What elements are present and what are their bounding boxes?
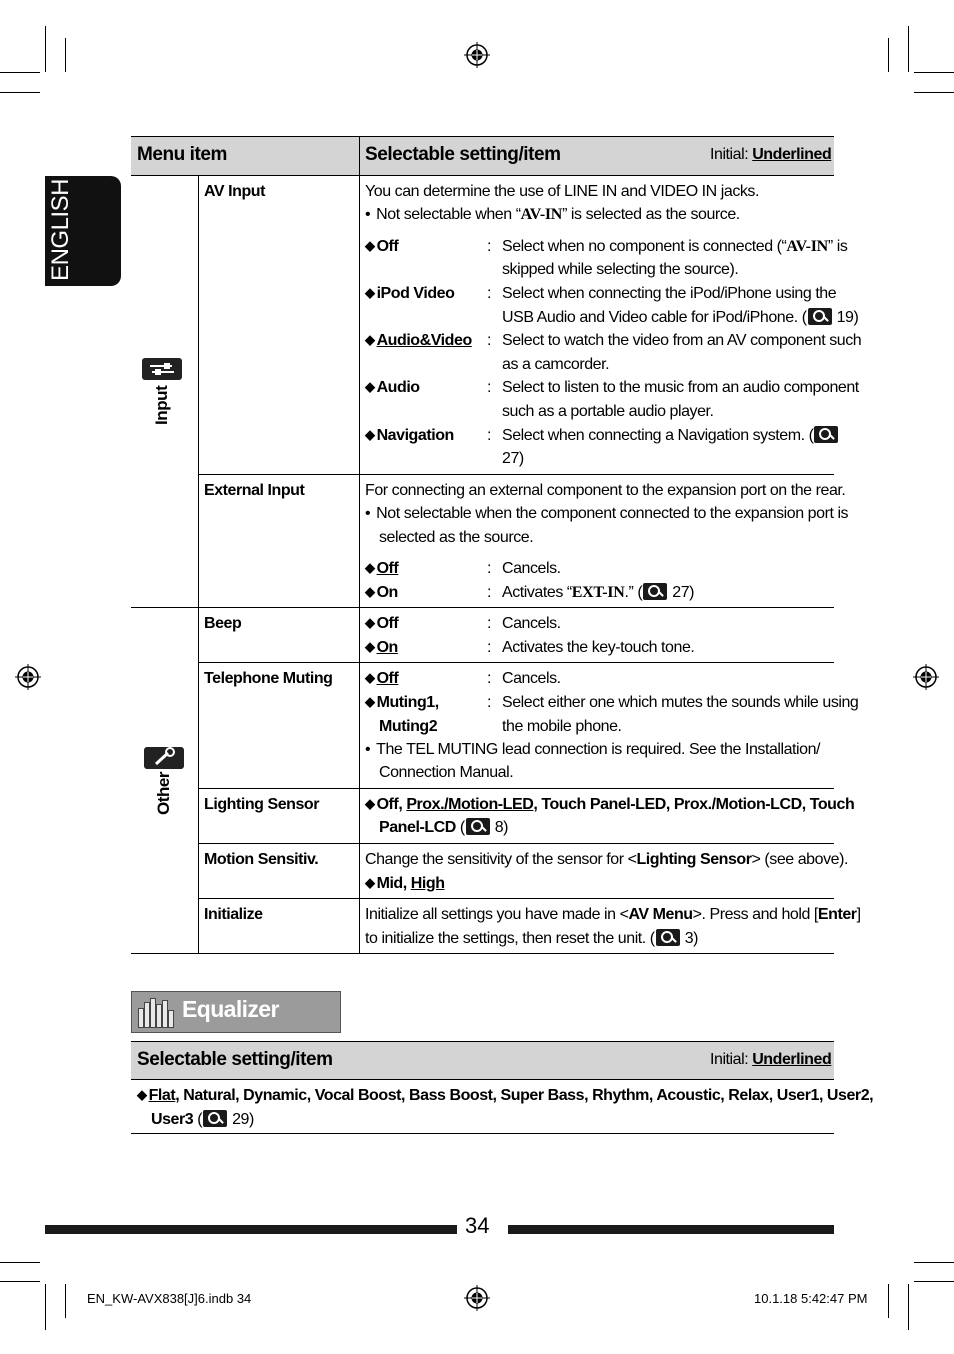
menu-item-external-input: External Input	[204, 482, 305, 499]
colon: :	[487, 584, 491, 601]
registration-mark-icon	[913, 664, 939, 690]
rule	[198, 474, 834, 475]
colon: :	[487, 379, 491, 396]
colon: :	[487, 670, 491, 687]
motion-sensitiv-desc: Change the sensitivity of the sensor for <Lighting Sensor> (see above).	[365, 851, 848, 868]
reference-icon	[643, 583, 667, 600]
rule	[198, 898, 834, 899]
external-input-note-2: selected as the source.	[379, 529, 534, 546]
colon: :	[487, 694, 491, 711]
reference-icon	[814, 426, 838, 443]
option-nav-desc-2: 27)	[502, 450, 524, 467]
option-nav-desc: Select when connecting a Navigation system. (	[502, 424, 839, 448]
colon: :	[487, 639, 491, 656]
option-muting-2: Muting2	[379, 718, 438, 735]
crop-mark	[45, 26, 46, 72]
wrench-icon	[144, 747, 184, 769]
menu-item-beep: Beep	[204, 615, 242, 632]
page-number: 34	[465, 1213, 490, 1238]
external-input-desc: For connecting an external component to the expansion port on the rear.	[365, 482, 846, 499]
motion-sensitiv-options: ◆ Mid, High	[365, 875, 445, 892]
option-off: ◆ Off	[365, 560, 399, 577]
registration-mark-icon	[15, 664, 41, 690]
footer-bar	[508, 1225, 834, 1234]
menu-item-av-input: AV Input	[204, 183, 265, 200]
menu-item-telephone-muting: Telephone Muting	[204, 670, 333, 687]
footer-bar	[45, 1225, 457, 1234]
initialize-desc-2: to initialize the settings, then reset the unit. ( 3)	[365, 930, 699, 947]
initial-label: Initial:	[710, 146, 749, 163]
language-tab	[45, 176, 121, 286]
lighting-sensor-options-2: Panel-LCD ( 8)	[379, 819, 509, 836]
language-label: ENGLISH	[47, 179, 74, 281]
registration-mark-icon	[464, 42, 490, 68]
option-on-desc: Activates “EXT-IN.” ( 27)	[502, 584, 695, 601]
crop-mark	[0, 1262, 40, 1263]
rule	[198, 843, 834, 844]
option-off-desc: Select when no component is connected (“AV-IN” is	[502, 238, 848, 255]
file-slug: EN_KW-AVX838[J]6.indb 34	[87, 1291, 252, 1306]
option-off-desc: Cancels.	[502, 670, 561, 687]
plug-icon	[142, 358, 182, 380]
initial-value: Underlined	[752, 146, 832, 163]
option-audio-video: ◆ Audio&Video	[365, 332, 472, 349]
colon: :	[487, 560, 491, 577]
option-audio-desc-2: such as a portable audio player.	[502, 403, 714, 420]
option-muting: ◆ Muting1,	[365, 694, 439, 711]
av-input-desc: You can determine the use of LINE IN and VIDEO IN jacks.	[365, 183, 759, 200]
menu-item-initialize: Initialize	[204, 906, 263, 923]
rule	[198, 175, 199, 954]
crop-mark	[914, 1262, 954, 1263]
option-off: ◆ Off	[365, 615, 399, 632]
rule	[131, 607, 834, 608]
colon: :	[487, 615, 491, 632]
option-ipod-desc-2: USB Audio and Video cable for iPod/iPhone. ( 19)	[502, 309, 859, 326]
equalizer-title: Equalizer	[182, 996, 279, 1022]
crop-mark	[914, 92, 954, 93]
rule	[131, 1079, 834, 1080]
option-av-desc-2: as a camcorder.	[502, 356, 610, 373]
tel-muting-note: • The TEL MUTING lead connection is required. See the Installation/	[365, 741, 821, 758]
equalizer-options-2: User3 ( 29)	[151, 1111, 254, 1128]
registration-mark-icon	[464, 1285, 490, 1311]
group-input-label: Input	[152, 385, 171, 425]
tel-muting-note-2: Connection Manual.	[379, 764, 514, 781]
external-input-note: • Not selectable when the component connected to the expansion port is	[365, 505, 849, 522]
option-on-desc: Activates the key-touch tone.	[502, 639, 695, 656]
reference-icon	[656, 929, 680, 946]
option-off: ◆ Off	[365, 670, 399, 687]
option-on: ◆ On	[365, 639, 398, 656]
header-selectable: Selectable setting/item	[365, 144, 561, 165]
colon: :	[487, 238, 491, 255]
crop-mark	[914, 1281, 954, 1282]
reference-icon	[203, 1110, 227, 1127]
crop-mark	[0, 92, 40, 93]
crop-mark	[888, 38, 889, 72]
equalizer-icon	[138, 998, 174, 1028]
rule	[131, 136, 834, 137]
option-off-desc: Cancels.	[502, 560, 561, 577]
header-initial	[710, 146, 831, 164]
option-av-desc: Select to watch the video from an AV component such	[502, 332, 862, 349]
rule	[131, 953, 834, 954]
rule	[198, 788, 834, 789]
option-navigation: ◆ Navigation	[365, 427, 454, 444]
av-input-note: • Not selectable when “AV-IN” is selected as the source.	[365, 206, 740, 223]
option-audio-desc: Select to listen to the music from an audio component	[502, 379, 859, 396]
option-ipod-desc: Select when connecting the iPod/iPhone using the	[502, 285, 837, 302]
option-muting-desc-2: the mobile phone.	[502, 718, 622, 735]
menu-item-lighting-sensor: Lighting Sensor	[204, 796, 320, 813]
rule	[198, 662, 834, 663]
crop-mark	[45, 1284, 46, 1330]
equalizer-banner	[131, 991, 341, 1033]
header-menu-item: Menu item	[137, 144, 227, 165]
option-ipod-video: ◆ iPod Video	[365, 285, 455, 302]
menu-item-motion-sensitiv: Motion Sensitiv.	[204, 851, 319, 868]
crop-mark	[908, 26, 909, 72]
rule	[131, 175, 834, 176]
option-audio: ◆ Audio	[365, 379, 420, 396]
equalizer-header-label: Selectable setting/item	[137, 1049, 333, 1070]
reference-icon	[466, 818, 490, 835]
option-off-desc: Cancels.	[502, 615, 561, 632]
crop-mark	[65, 1284, 66, 1318]
initialize-desc: Initialize all settings you have made in <AV Menu>. Press and hold [Enter]	[365, 906, 861, 923]
rule	[131, 1133, 834, 1134]
colon: :	[487, 427, 491, 444]
crop-mark	[908, 1284, 909, 1330]
crop-mark	[888, 1284, 889, 1318]
crop-mark	[65, 38, 66, 72]
option-muting-desc: Select either one which mutes the sounds while using	[502, 694, 859, 711]
reference-icon	[808, 308, 832, 325]
option-off-desc-2: skipped while selecting the source).	[502, 261, 739, 278]
option-on: ◆ On	[365, 584, 398, 601]
crop-mark	[914, 72, 954, 73]
crop-mark	[0, 72, 40, 73]
option-off: ◆ Off	[365, 238, 399, 255]
rule	[131, 1041, 834, 1042]
crop-mark	[0, 1281, 40, 1282]
equalizer-options: ◆ Flat, Natural, Dynamic, Vocal Boost, Bass Boost, Super Bass, Rhythm, Acoustic, Relax, User1, User2,	[137, 1087, 874, 1104]
rule	[359, 137, 360, 954]
colon: :	[487, 332, 491, 349]
lighting-sensor-options: ◆ Off, Prox./Motion-LED, Touch Panel-LED, Prox./Motion-LCD, Touch	[365, 796, 855, 813]
date-slug: 10.1.18 5:42:47 PM	[754, 1291, 868, 1306]
equalizer-initial: Initial: Underlined	[710, 1051, 832, 1068]
colon: :	[487, 285, 491, 302]
group-other-label: Other	[154, 771, 173, 815]
